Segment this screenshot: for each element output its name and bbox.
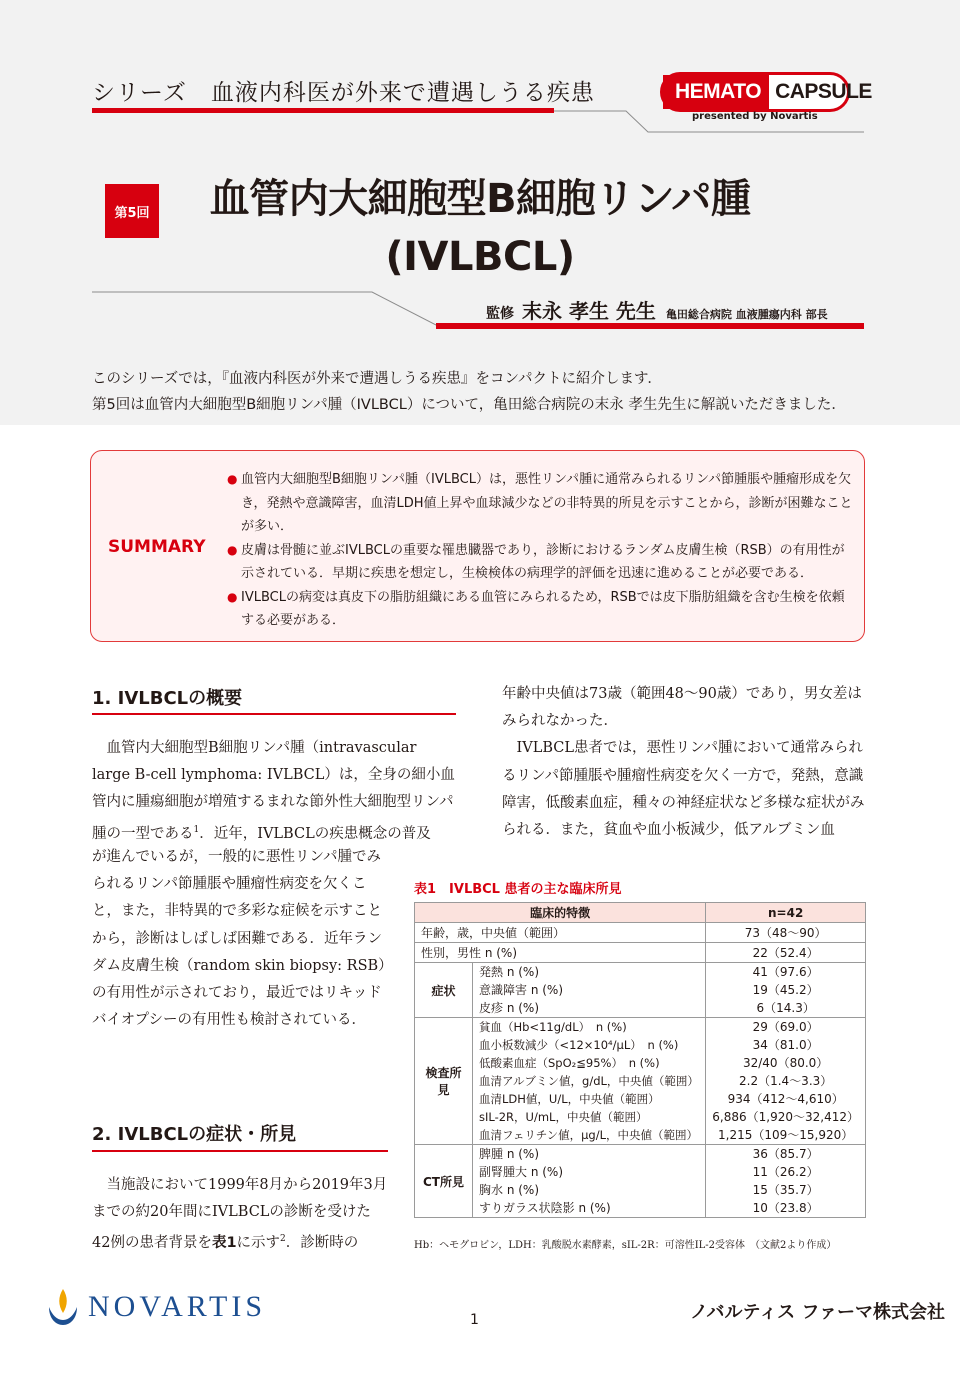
supervisor-credit: [486, 295, 866, 324]
table-cell-label: 年齢，歳，中央値（範囲）: [415, 923, 706, 943]
table-1-footnote: Hb：ヘモグロビン，LDH：乳酸脱水素酵素，sIL-2R：可溶性IL-2受容体 （文献2より作成）: [414, 1240, 837, 1251]
supervisor-label: 監修: [486, 306, 514, 322]
issue-badge: 第5回: [105, 184, 159, 238]
supervisor-name: 末永 孝生 先生: [522, 299, 656, 323]
novartis-wordmark: NOVARTIS: [88, 1290, 267, 1323]
series-title: シリーズ 血液内科医が外来で遭遇しうる疾患: [92, 80, 595, 106]
right-column-text: [502, 681, 866, 844]
table-category: 検査所見: [415, 1018, 473, 1145]
page-title: [160, 170, 800, 286]
table-row: [415, 943, 866, 963]
summary-list: [228, 468, 853, 633]
table-group-values: 36（85.7） 11（26.2） 15（35.7） 10（23.8）: [706, 1145, 866, 1218]
table-group-row: [415, 963, 866, 1018]
table-cell-value: 22（52.4）: [706, 943, 866, 963]
table-header-row: [415, 903, 866, 923]
section-2-heading: 2. IVLBCLの症状・所見: [92, 1124, 297, 1145]
section-2-body: [92, 1172, 388, 1257]
table-group-row: [415, 1018, 866, 1145]
supervisor-affiliation: 亀田総合病院 血液腫瘍内科 部長: [665, 308, 828, 321]
section-2-rule: [92, 1150, 388, 1152]
table-group-labels: 脾腫 n (%) 副腎腫大 n (%) 胸水 n (%) すりガラス状陰影 n (%): [473, 1145, 706, 1218]
page-number: 1: [470, 1312, 479, 1328]
section-2-text-c: ．診断時の: [285, 1235, 359, 1252]
section-1-heading: 1. IVLBCLの概要: [92, 688, 243, 709]
intro-line-2: 第5回は血管内大細胞型B細胞リンパ腫（IVLBCL）について，亀田総合病院の末永 孝生先生に解説いただきました．: [92, 397, 846, 413]
hemato-capsule-logo: [660, 72, 872, 112]
title-line-1: 血管内大細胞型B細胞リンパ腫: [209, 176, 751, 222]
section-2-text-b: に示す: [236, 1235, 281, 1252]
summary-item: ● 血管内大細胞型B細胞リンパ腫（IVLBCL）は，悪性リンパ腫に通常みられるリンパ節腫脹や腫瘤形成を欠き，発熱や意識障害，血清LDH値上昇や血球減少などの非特異的所見を示すことから，診断が困難なことが多い．: [228, 468, 853, 539]
right-col-para-1: 年齢中央値は73歳（範囲48〜90歳）であり，男女差はみられなかった．: [502, 686, 862, 730]
section-1-body-narrow: [92, 844, 388, 1034]
table-row: [415, 923, 866, 943]
summary-label: SUMMARY: [108, 537, 206, 557]
summary-item: ● 皮膚は骨髄に並ぶIVLBCLの重要な罹患臓器であり，診断におけるランダム皮膚生検（RSB）の有用性が示されている．早期に疾患を想定し，生検検体の病理学的評価を迅速に進めることが必要である．: [228, 539, 853, 586]
section-1-text-c: が進んでいるが，一般的に悪性リンパ腫でみられるリンパ節腫脹や腫瘤性病変を欠くこと，また，非特異的で多彩な症候を示すことから，診断はしばしば困難である．近年ランダム皮膚生検（random skin biopsy: RSB）の有用性が示されており，最近ではリキッドバイオプシーの有用性も検討されている．: [92, 849, 386, 1029]
right-col-para-2: IVLBCL患者では，悪性リンパ腫において通常みられるリンパ節腫脹や腫瘤性病変を欠く一方で，発熱，意識障害，低酸素血症，種々の神経症状など多様な症状がみられる．また，貧血や血小板減少，低アルブミン血: [502, 740, 865, 839]
novartis-flame-icon: [46, 1287, 80, 1327]
clinical-features-table: [414, 902, 866, 1218]
section-1-rule: [92, 713, 456, 715]
table-group-row: [415, 1145, 866, 1218]
section-1-text-a: 血管内大細胞型B細胞リンパ腫（intravascular large B-cell lymphoma: IVLBCL）は，全身の細小血管内に腫瘍細胞が増殖するまれな節外性大細胞型リンパ腫の一型である: [92, 740, 455, 842]
table-1-caption: 表1 IVLBCL 患者の主な臨床所見: [414, 882, 622, 897]
table-header-n: n=42: [706, 903, 866, 923]
section-2-text-a: 当施設において1999年8月から2019年3月までの約20年間にIVLBCLの診断を受けた42例の患者背景を: [92, 1177, 388, 1252]
title-line-2: (IVLBCL): [385, 234, 575, 280]
table-group-labels: 貧血（Hb<11g/dL） n (%) 血小板数減少（<12×10⁴/μL） n (%) 低酸素血症（SpO₂≦95%） n (%) 血清アルブミン値，g/dL，中央値（範囲） 血清LDH値，U/L，中央値（範囲） sIL-2R，U/mL，中央値（範囲） 血清フェリチン値，μg/L，中央値（範囲）: [473, 1018, 706, 1145]
intro-line-1: このシリーズでは，『血液内科医が外来で遭遇しうる疾患』をコンパクトに紹介します．: [92, 371, 662, 387]
citation-ref: 1: [193, 824, 200, 835]
table-ref: 表1: [211, 1235, 237, 1252]
logo-text-capsule: CAPSULE: [775, 80, 872, 103]
logo-text-hemato: HEMATO: [663, 75, 769, 109]
summary-item: ● IVLBCLの病変は真皮下の脂肪組織にある血管にみられるため，RSBでは皮下脂肪組織を含む生検を依頼する必要がある．: [228, 586, 853, 633]
section-1-text-b: ．近年，IVLBCLの疾患概念の普及: [199, 825, 431, 842]
table-group-labels: 発熱 n (%) 意識障害 n (%) 皮疹 n (%): [473, 963, 706, 1018]
table-group-values: 29（69.0） 34（81.0） 32/40（80.0） 2.2（1.4〜3.3） 934（412〜4,610） 6,886（1,920〜32,412） 1,215（109〜15,920）: [706, 1018, 866, 1145]
table-cell-value: 73（48〜90）: [706, 923, 866, 943]
section-1-body-wide: [92, 735, 456, 848]
table-group-values: 41（97.6） 19（45.2） 6（14.3）: [706, 963, 866, 1018]
table-cell-label: 性別，男性 n (%): [415, 943, 706, 963]
novartis-logo: [46, 1287, 266, 1327]
intro-text: [92, 366, 882, 418]
table-category: CT所見: [415, 1145, 473, 1218]
table-header-feature: 臨床的特徴: [415, 903, 706, 923]
company-name: ノバルティス ファーマ株式会社: [690, 1302, 946, 1323]
citation-ref: 2: [280, 1234, 286, 1245]
table-category: 症状: [415, 963, 473, 1018]
logo-presented-by: presented by Novartis: [692, 111, 818, 122]
